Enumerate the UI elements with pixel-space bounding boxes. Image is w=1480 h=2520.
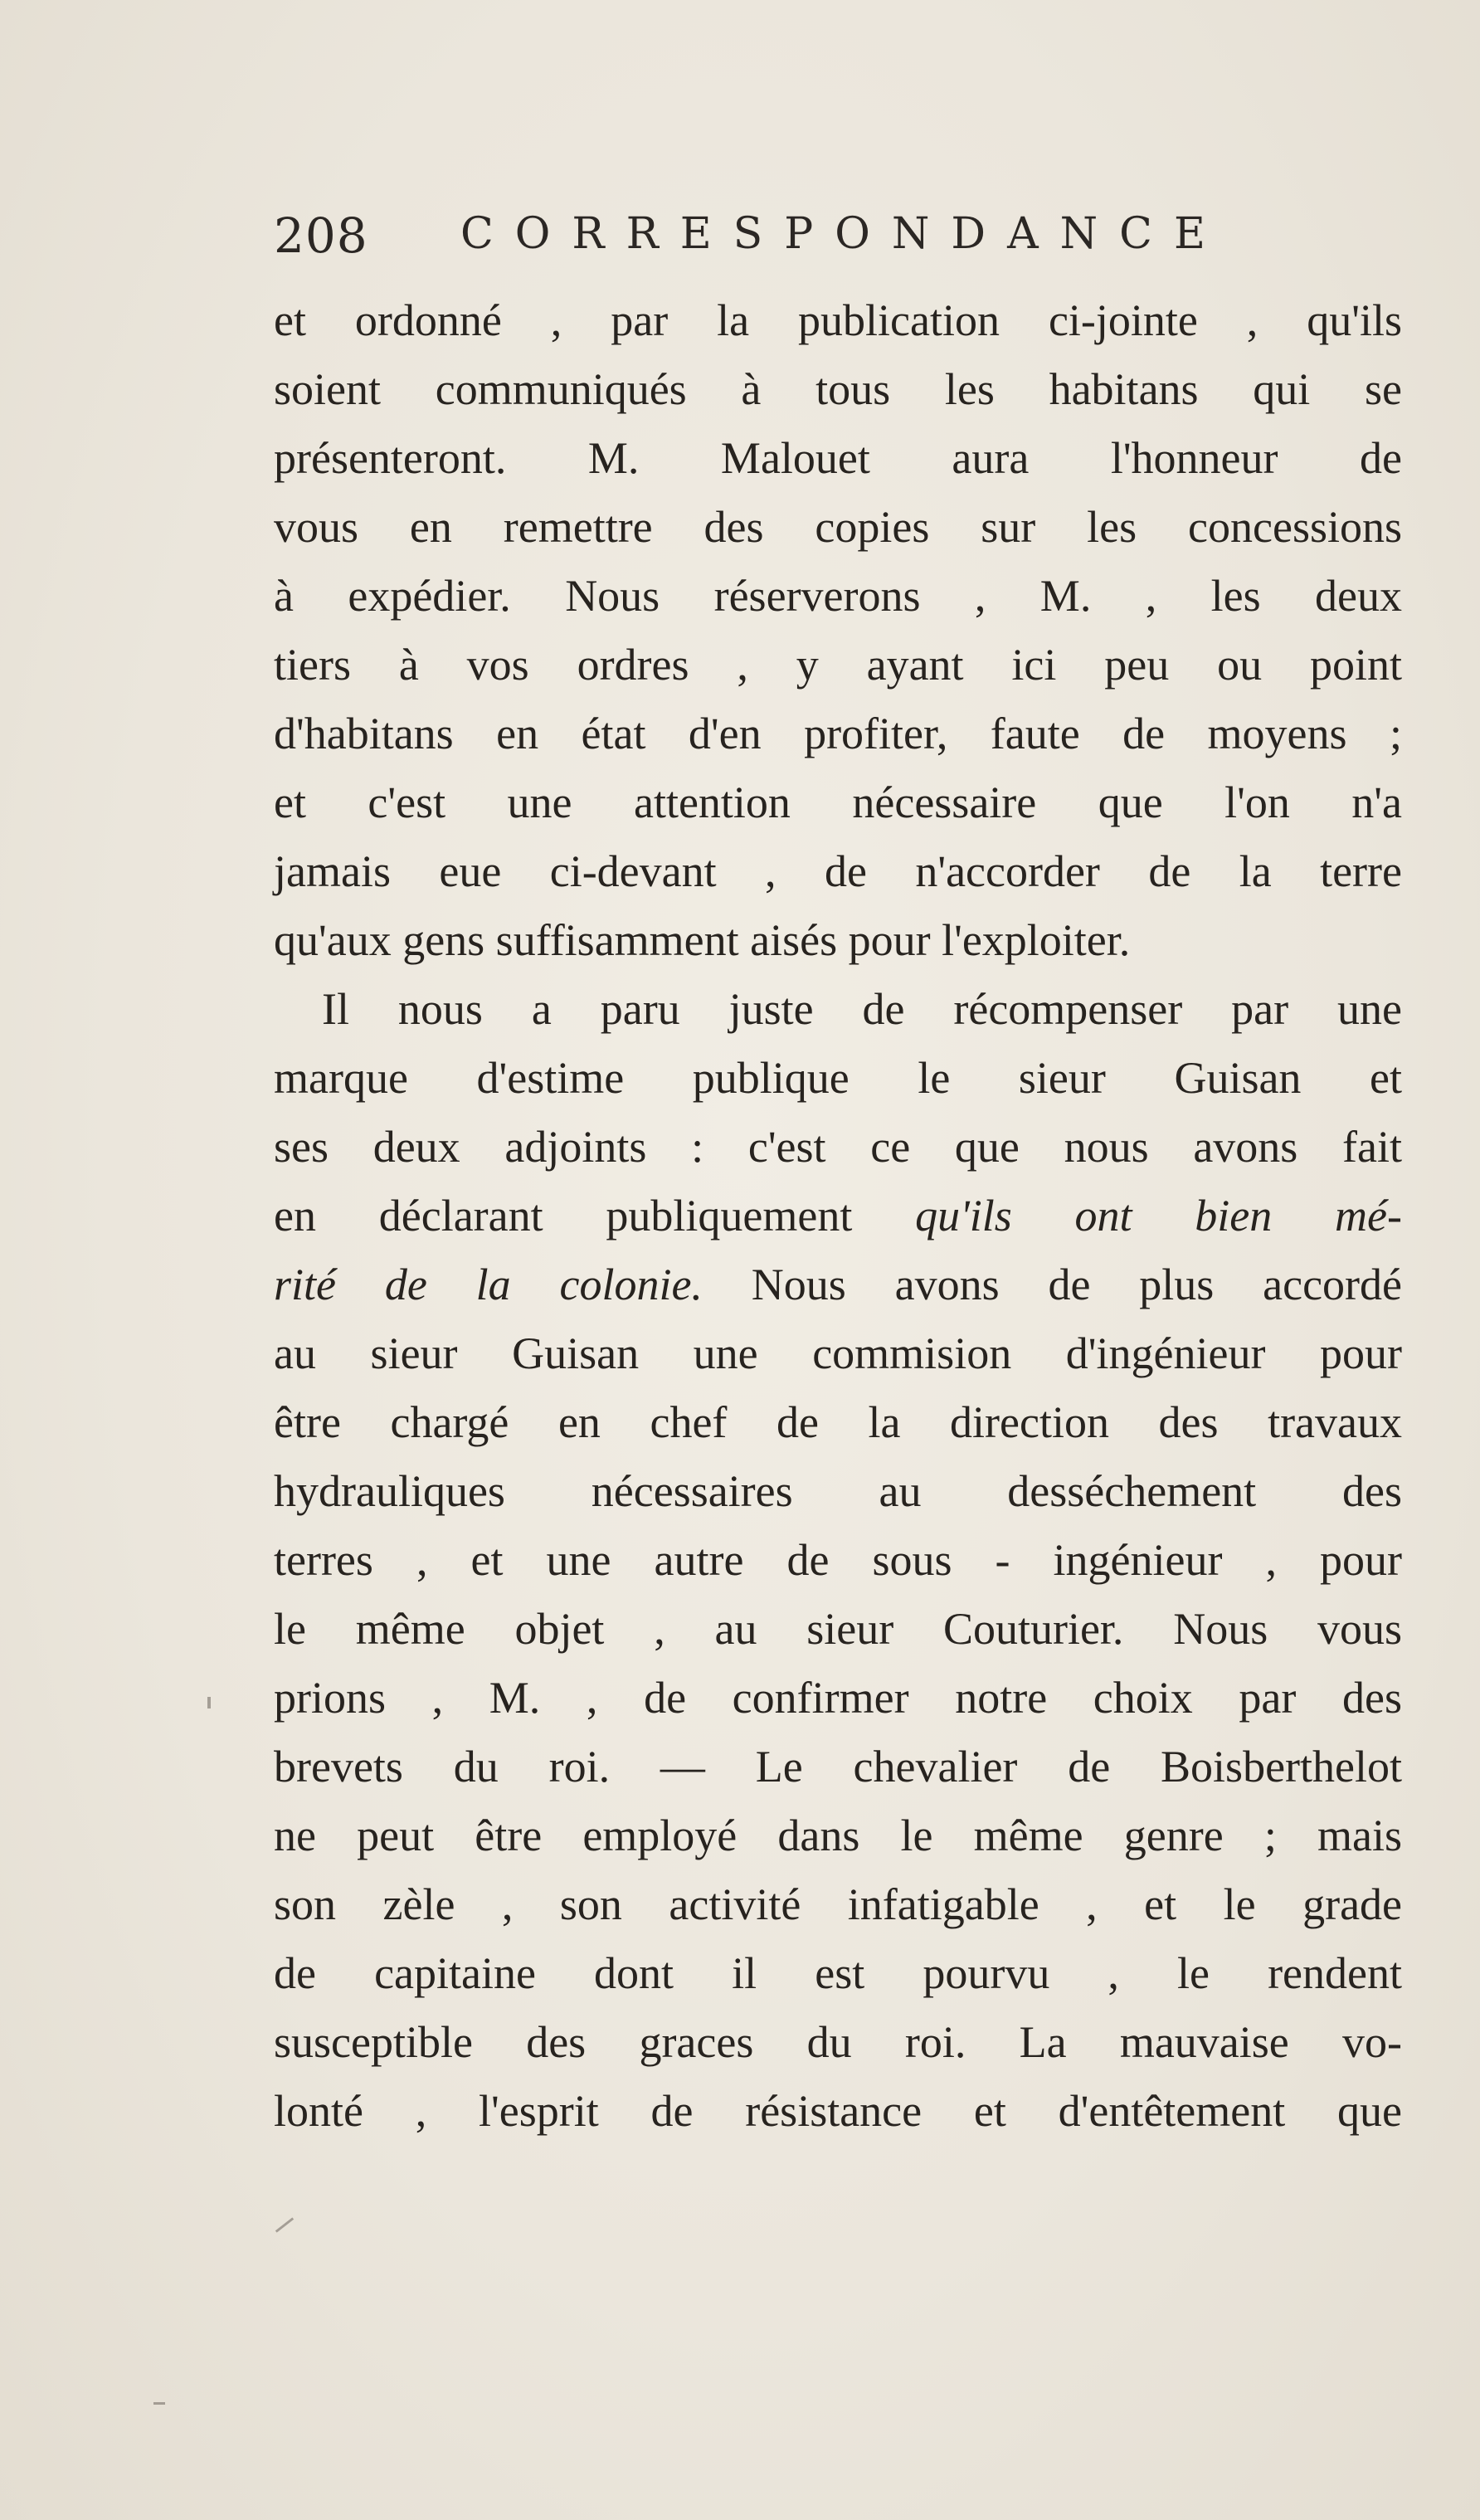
text-line: et ordonné , par la publication ci-jointe , qu'ils [274, 295, 1402, 345]
text-line: à expédier. Nous réserverons , M. , les deux [274, 571, 1402, 621]
text-line: marque d'estime publique le sieur Guisan et [274, 1053, 1402, 1103]
text-line: présenteront. M. Malouet aura l'honneur de [274, 433, 1402, 483]
text-line: jamais eue ci-devant , de n'accorder de la terre [274, 846, 1402, 896]
text-line: d'habitans en état d'en profiter, faute de moyens ; [274, 709, 1402, 758]
page-number: 208 [274, 207, 368, 264]
text-line: brevets du roi. — Le chevalier de Boisberthelot [274, 1742, 1402, 1791]
italic-segment: rité de la colonie. [274, 1260, 703, 1309]
text-line: prions , M. , de confirmer notre choix par des [274, 1673, 1402, 1723]
text-line: lonté , l'esprit de résistance et d'entêtement que [274, 2086, 1402, 2136]
text-line-mixed [274, 1250, 1402, 1319]
text-line: au sieur Guisan une commision d'ingénieur pour [274, 1328, 1402, 1378]
text-line: de capitaine dont il est pourvu , le rendent [274, 1948, 1402, 1998]
text-line: ses deux adjoints : c'est ce que nous avons fait [274, 1122, 1402, 1172]
text-line: le même objet , au sieur Couturier. Nous vous [274, 1604, 1402, 1654]
paper-mark [207, 1697, 211, 1708]
text-line: être chargé en chef de la direction des travaux [274, 1397, 1402, 1447]
text-line: hydrauliques nécessaires au desséchement des [274, 1466, 1402, 1516]
paper-mark [153, 2402, 165, 2405]
text-line: susceptible des graces du roi. La mauvaise vo- [274, 2017, 1402, 2067]
text-line: soient communiqués à tous les habitans qui se [274, 364, 1402, 414]
page-header [274, 199, 1402, 274]
text-line: vous en remettre des copies sur les concessions [274, 502, 1402, 552]
italic-segment: qu'ils ont bien mé- [915, 1191, 1403, 1241]
text-line: son zèle , son activité infatigable , et le grade [274, 1879, 1402, 1929]
text-line: Il nous a paru juste de récompenser par une [322, 984, 1402, 1034]
text-line-mixed [274, 1182, 1402, 1250]
text-segment: Nous avons de plus accordé [702, 1260, 1402, 1309]
text-line: et c'est une attention nécessaire que l'on n'a [274, 777, 1402, 827]
paper-mark [275, 2217, 294, 2232]
text-line: tiers à vos ordres , y ayant ici peu ou point [274, 640, 1402, 690]
text-segment: en déclarant publiquement [274, 1191, 853, 1241]
text-line: ne peut être employé dans le même genre ; mais [274, 1811, 1402, 1860]
body-text [274, 286, 1402, 2146]
text-line: terres , et une autre de sous - ingénieur , pour [274, 1535, 1402, 1585]
running-head: CORRESPONDANCE [460, 209, 1227, 259]
text-line: qu'aux gens suffisamment aisés pour l'exploiter. [274, 915, 1131, 965]
